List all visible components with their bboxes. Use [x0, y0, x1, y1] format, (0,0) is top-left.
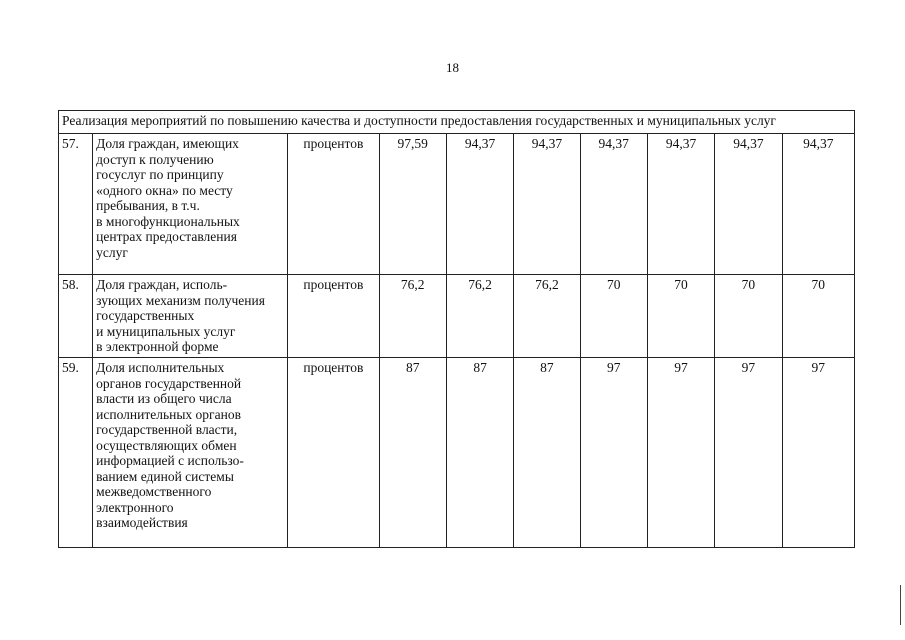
value-cell: 70 [647, 275, 714, 358]
unit-cell: процентов [288, 134, 379, 275]
value-cell: 97 [782, 358, 854, 548]
value-cell: 97 [715, 358, 782, 548]
value-cell: 94,37 [580, 134, 647, 275]
table-row [59, 358, 855, 548]
value-cell: 76,2 [446, 275, 513, 358]
unit-cell: процентов [288, 275, 379, 358]
page-number: 18 [446, 60, 459, 75]
value-cell: 87 [514, 358, 580, 548]
value-cell: 97,59 [379, 134, 446, 275]
value-cell: 76,2 [514, 275, 580, 358]
value-cell: 94,37 [446, 134, 513, 275]
section-header-row [59, 111, 855, 134]
table-row [59, 275, 855, 358]
indicator-name: Доля граждан, исполь- зующих механизм получения государственных и муниципальных услуг в электронной форме [93, 275, 288, 358]
value-cell: 97 [580, 358, 647, 548]
value-cell: 70 [715, 275, 782, 358]
scan-edge-mark [900, 585, 901, 625]
value-cell: 94,37 [715, 134, 782, 275]
row-number: 58. [59, 275, 93, 358]
value-cell: 70 [580, 275, 647, 358]
value-cell: 94,37 [782, 134, 854, 275]
value-cell: 97 [647, 358, 714, 548]
value-cell: 94,37 [514, 134, 580, 275]
value-cell: 76,2 [379, 275, 446, 358]
value-cell: 70 [782, 275, 854, 358]
section-title: Реализация мероприятий по повышению качества и доступности предоставления государственных и муниципальных услуг [59, 111, 855, 134]
indicator-name: Доля исполнительных органов государственной власти из общего числа исполнительных органов государственной власти, осуществляющих обмен информацией с использо- ванием единой системы межведомственного электронного взаимодействия [93, 358, 288, 548]
indicators-table [58, 110, 855, 548]
unit-cell: процентов [288, 358, 379, 548]
value-cell: 94,37 [647, 134, 714, 275]
value-cell: 87 [446, 358, 513, 548]
row-number: 59. [59, 358, 93, 548]
indicator-name: Доля граждан, имеющих доступ к получению госуслуг по принципу «одного окна» по месту пребывания, в т.ч. в многофункциональных центрах предоставления услуг [93, 134, 288, 275]
value-cell: 87 [379, 358, 446, 548]
row-number: 57. [59, 134, 93, 275]
table-row [59, 134, 855, 275]
